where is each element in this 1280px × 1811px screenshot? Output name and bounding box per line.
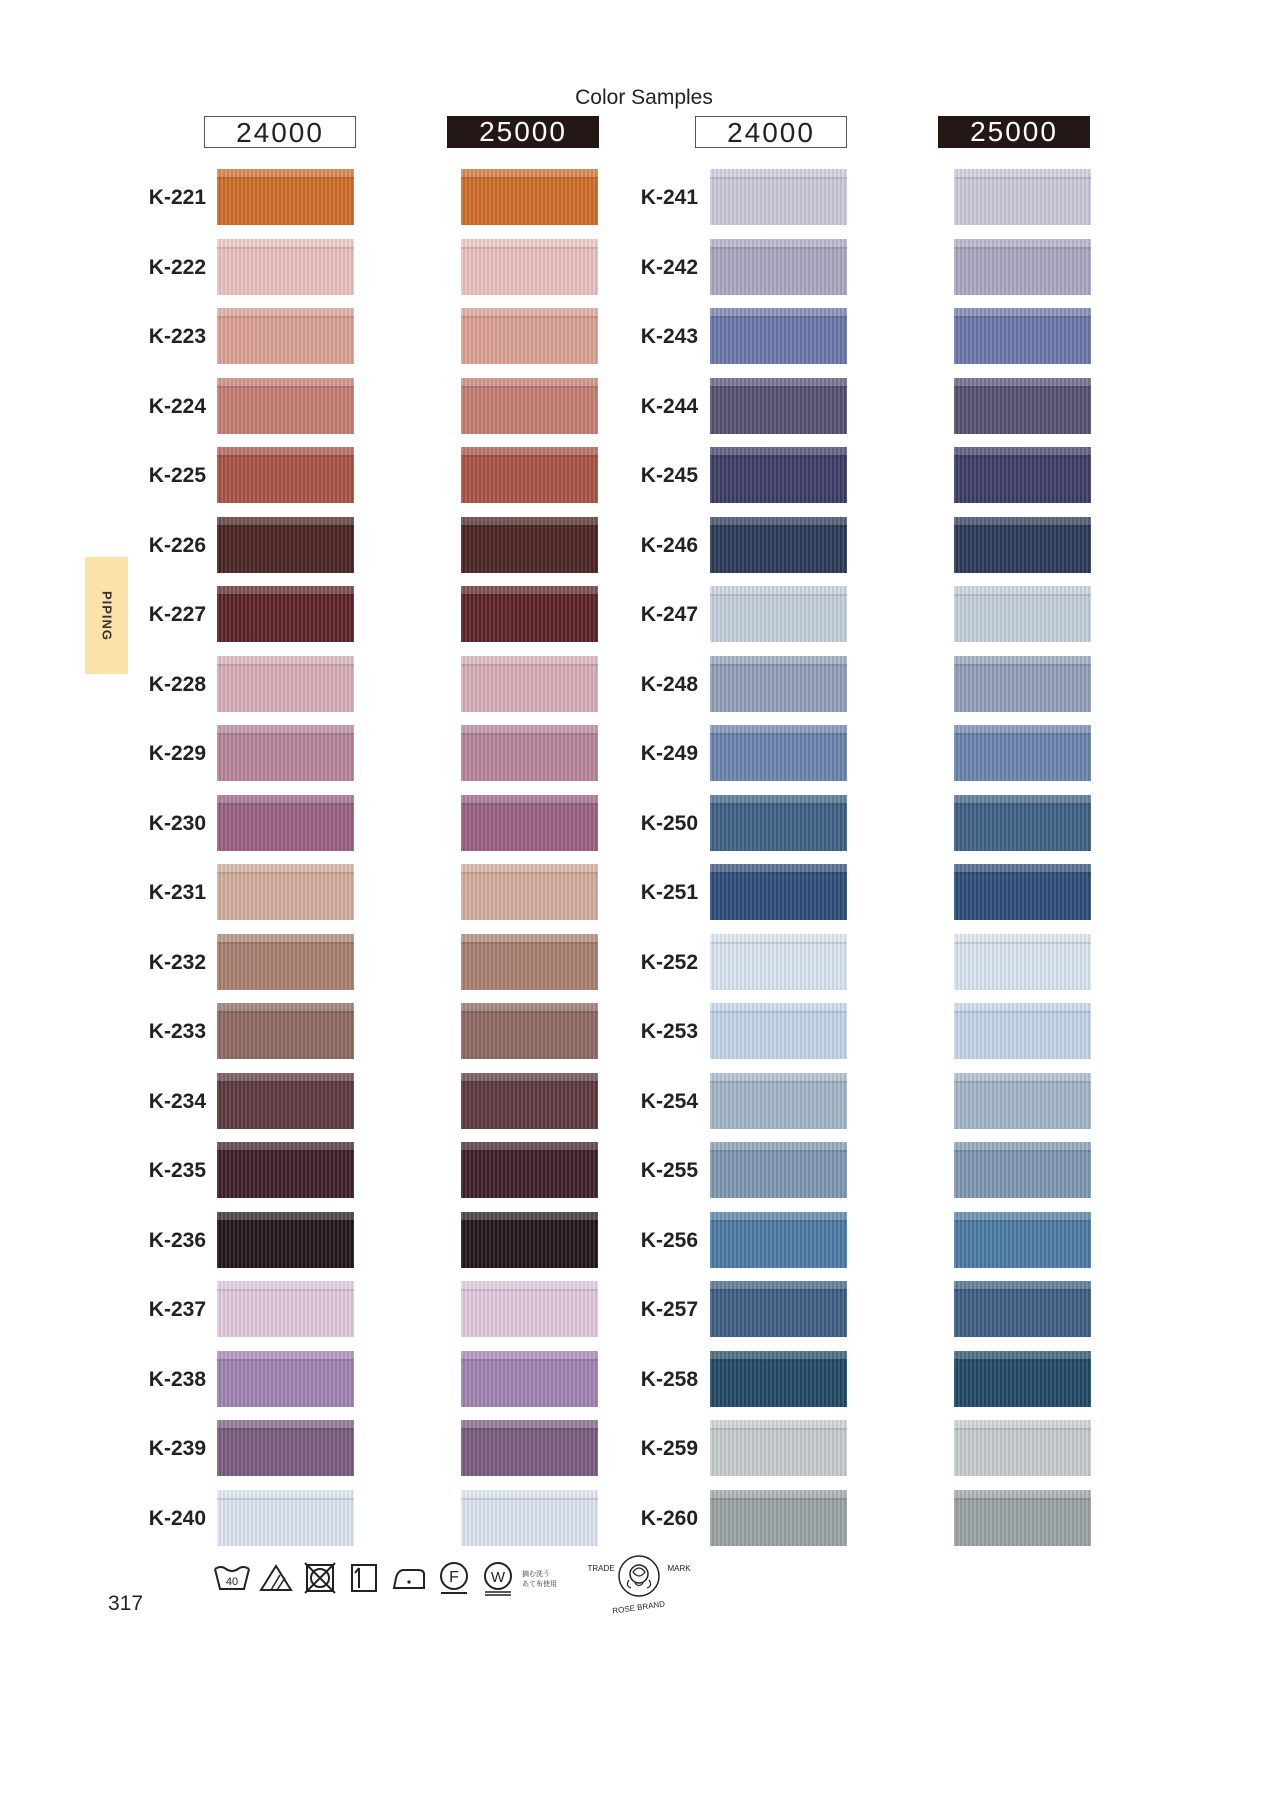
color-swatch-k-228-24000 — [217, 656, 354, 712]
color-swatch-k-232-25000 — [461, 934, 598, 990]
wash-40-icon — [212, 1560, 252, 1596]
color-code-label: K-229 — [148, 742, 206, 765]
color-swatch-k-231-24000 — [217, 864, 354, 920]
color-swatch-k-260-24000 — [710, 1490, 847, 1546]
logo-rose-brand-text: ROSE BRAND — [611, 1599, 666, 1616]
color-code-label: K-260 — [640, 1506, 698, 1530]
color-swatch-k-260-25000 — [954, 1490, 1091, 1546]
color-code-label: K-254 — [640, 1089, 698, 1113]
iron-icon — [390, 1560, 428, 1596]
color-code-label: K-246 — [640, 533, 698, 557]
svg-text:F: F — [449, 1569, 459, 1586]
color-swatch-k-239-24000 — [217, 1420, 354, 1476]
color-code-label: K-255 — [640, 1159, 698, 1182]
color-swatch-k-234-25000 — [461, 1073, 598, 1129]
color-swatch-k-245-24000 — [710, 447, 847, 503]
color-swatch-k-239-25000 — [461, 1420, 598, 1476]
color-code-label: K-230 — [148, 811, 206, 835]
color-swatch-k-253-24000 — [710, 1003, 847, 1059]
color-swatch-k-252-24000 — [710, 934, 847, 990]
color-code-label: K-224 — [148, 394, 206, 418]
color-code-label: K-238 — [148, 1367, 206, 1391]
color-swatch-k-258-24000 — [710, 1351, 847, 1407]
logo-trade-text: TRADE — [587, 1564, 615, 1573]
color-swatch-k-256-25000 — [954, 1212, 1091, 1268]
color-swatch-k-222-24000 — [217, 239, 354, 295]
color-swatch-k-238-24000 — [217, 1351, 354, 1407]
color-swatch-k-236-25000 — [461, 1212, 598, 1268]
color-swatch-k-257-24000 — [710, 1281, 847, 1337]
color-swatch-k-251-24000 — [710, 864, 847, 920]
color-swatch-k-231-25000 — [461, 864, 598, 920]
color-swatch-k-250-24000 — [710, 795, 847, 851]
logo-mark-text: MARK — [667, 1564, 691, 1573]
color-code-label: K-225 — [148, 464, 206, 487]
color-swatch-k-249-25000 — [954, 725, 1091, 781]
color-code-label: K-233 — [148, 1020, 206, 1043]
color-swatch-k-256-24000 — [710, 1212, 847, 1268]
color-code-label: K-259 — [640, 1437, 698, 1460]
page-number: 317 — [108, 1592, 144, 1615]
color-swatch-k-259-24000 — [710, 1420, 847, 1476]
color-swatch-k-249-24000 — [710, 725, 847, 781]
page-title: Color Samples — [575, 86, 713, 109]
rose-brand-logo — [583, 1550, 695, 1618]
dry-clean-f-icon — [436, 1560, 472, 1596]
color-code-label: K-234 — [148, 1089, 206, 1113]
column-header-24000-left: 24000 — [204, 116, 356, 148]
color-code-label: K-241 — [640, 186, 698, 209]
care-note-line-1: 摘む洗う — [522, 1571, 550, 1578]
color-code-label: K-248 — [640, 672, 698, 696]
color-swatch-k-247-24000 — [710, 586, 847, 642]
color-code-label: K-245 — [640, 464, 698, 487]
color-code-label: K-249 — [640, 742, 698, 765]
side-tab-label: PIPING — [99, 590, 114, 641]
no-tumble-dry-icon — [302, 1560, 338, 1596]
color-swatch-k-243-24000 — [710, 308, 847, 364]
color-swatch-k-242-24000 — [710, 239, 847, 295]
care-note — [522, 1570, 557, 1590]
color-swatch-k-232-24000 — [217, 934, 354, 990]
color-swatch-k-236-24000 — [217, 1212, 354, 1268]
color-swatch-k-251-25000 — [954, 864, 1091, 920]
color-code-label: K-247 — [640, 603, 698, 626]
color-swatch-k-242-25000 — [954, 239, 1091, 295]
color-code-label: K-237 — [148, 1298, 206, 1321]
color-swatch-k-230-25000 — [461, 795, 598, 851]
care-note-line-2: あて布使用 — [522, 1581, 557, 1588]
wet-clean-w-icon — [480, 1560, 516, 1596]
color-code-label: K-253 — [640, 1020, 698, 1043]
color-swatch-k-255-25000 — [954, 1142, 1091, 1198]
color-swatch-k-253-25000 — [954, 1003, 1091, 1059]
color-swatch-k-244-25000 — [954, 378, 1091, 434]
color-code-label: K-257 — [640, 1298, 698, 1321]
color-code-label: K-250 — [640, 811, 698, 835]
color-code-label: K-222 — [148, 255, 206, 279]
color-swatch-k-246-24000 — [710, 517, 847, 573]
color-swatch-k-223-25000 — [461, 308, 598, 364]
color-swatch-k-245-25000 — [954, 447, 1091, 503]
color-swatch-k-225-25000 — [461, 447, 598, 503]
color-code-label: K-258 — [640, 1367, 698, 1391]
color-swatch-k-248-25000 — [954, 656, 1091, 712]
color-code-label: K-240 — [148, 1506, 206, 1530]
color-swatch-k-227-24000 — [217, 586, 354, 642]
color-swatch-k-254-25000 — [954, 1073, 1091, 1129]
color-swatch-k-222-25000 — [461, 239, 598, 295]
color-swatch-k-221-25000 — [461, 169, 598, 225]
column-header-24000-right: 24000 — [695, 116, 847, 148]
color-code-label: K-228 — [148, 672, 206, 696]
color-swatch-k-235-24000 — [217, 1142, 354, 1198]
color-swatch-k-254-24000 — [710, 1073, 847, 1129]
color-swatch-k-243-25000 — [954, 308, 1091, 364]
color-swatch-k-229-24000 — [217, 725, 354, 781]
color-code-label: K-236 — [148, 1228, 206, 1252]
color-code-label: K-243 — [640, 325, 698, 348]
color-swatch-k-258-25000 — [954, 1351, 1091, 1407]
color-swatch-k-234-24000 — [217, 1073, 354, 1129]
color-swatch-k-257-25000 — [954, 1281, 1091, 1337]
color-swatch-k-224-24000 — [217, 378, 354, 434]
color-swatch-k-259-25000 — [954, 1420, 1091, 1476]
color-code-label: K-223 — [148, 325, 206, 348]
color-swatch-k-255-24000 — [710, 1142, 847, 1198]
color-swatch-k-250-25000 — [954, 795, 1091, 851]
bleach-icon — [258, 1560, 294, 1596]
color-swatch-k-223-24000 — [217, 308, 354, 364]
drip-dry-icon — [346, 1560, 382, 1596]
color-swatch-k-225-24000 — [217, 447, 354, 503]
color-swatch-k-226-24000 — [217, 517, 354, 573]
color-swatch-k-237-25000 — [461, 1281, 598, 1337]
color-swatch-k-248-24000 — [710, 656, 847, 712]
color-swatch-k-235-25000 — [461, 1142, 598, 1198]
color-code-label: K-221 — [148, 186, 206, 209]
column-header-25000-right: 25000 — [938, 116, 1090, 148]
color-swatch-k-241-25000 — [954, 169, 1091, 225]
color-swatch-k-240-25000 — [461, 1490, 598, 1546]
color-swatch-k-228-25000 — [461, 656, 598, 712]
color-swatch-k-224-25000 — [461, 378, 598, 434]
color-swatch-k-226-25000 — [461, 517, 598, 573]
color-swatch-k-233-25000 — [461, 1003, 598, 1059]
color-swatch-k-237-24000 — [217, 1281, 354, 1337]
color-swatch-k-246-25000 — [954, 517, 1091, 573]
color-swatch-k-244-24000 — [710, 378, 847, 434]
svg-text:40: 40 — [225, 1576, 239, 1588]
color-code-label: K-242 — [640, 255, 698, 279]
color-code-label: K-227 — [148, 603, 206, 626]
svg-text:W: W — [490, 1569, 506, 1586]
color-swatch-k-241-24000 — [710, 169, 847, 225]
color-swatch-k-230-24000 — [217, 795, 354, 851]
color-code-label: K-256 — [640, 1228, 698, 1252]
color-swatch-k-221-24000 — [217, 169, 354, 225]
color-code-label: K-251 — [640, 881, 698, 904]
color-swatch-k-233-24000 — [217, 1003, 354, 1059]
color-code-label: K-252 — [640, 950, 698, 974]
color-swatch-k-238-25000 — [461, 1351, 598, 1407]
color-code-label: K-231 — [148, 881, 206, 904]
color-swatch-k-229-25000 — [461, 725, 598, 781]
color-code-label: K-226 — [148, 533, 206, 557]
color-swatch-k-247-25000 — [954, 586, 1091, 642]
color-code-label: K-239 — [148, 1437, 206, 1460]
color-swatch-k-240-24000 — [217, 1490, 354, 1546]
color-swatch-k-252-25000 — [954, 934, 1091, 990]
color-code-label: K-244 — [640, 394, 698, 418]
column-header-25000-left: 25000 — [447, 116, 599, 148]
color-code-label: K-235 — [148, 1159, 206, 1182]
color-code-label: K-232 — [148, 950, 206, 974]
color-swatch-k-227-25000 — [461, 586, 598, 642]
